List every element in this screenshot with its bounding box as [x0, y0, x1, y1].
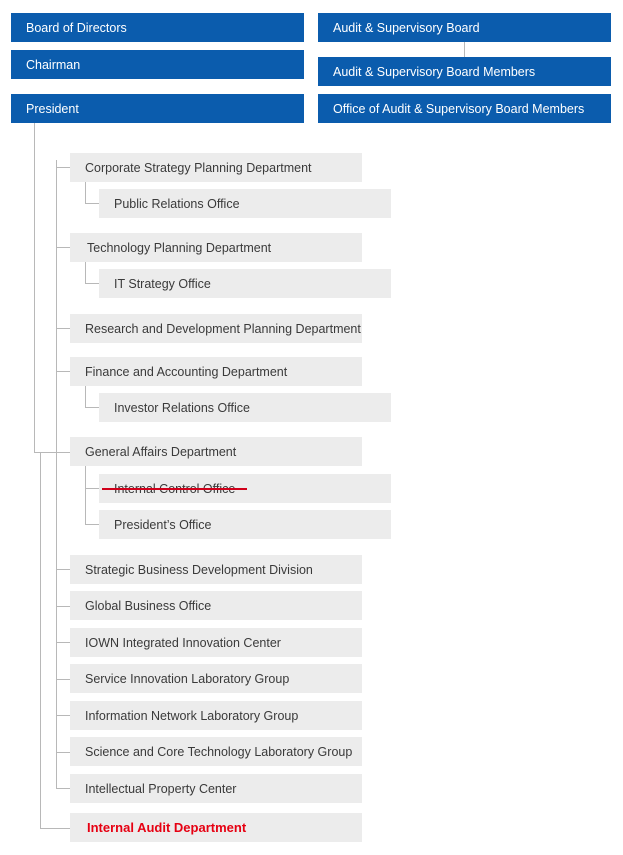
- connector-finance-accounting: [56, 371, 70, 372]
- connector-rd-planning: [56, 328, 70, 329]
- rd-planning-label: Research and Development Planning Department: [85, 321, 361, 336]
- public-relations-office-box: [99, 189, 391, 218]
- finance-accounting-box: [70, 357, 362, 386]
- sub-hline-presidents-office: [85, 524, 99, 525]
- global-business-office-box: [70, 591, 362, 620]
- investor-relations-office-box: [99, 393, 391, 422]
- connector-iown: [56, 642, 70, 643]
- connector-strategic-business: [56, 569, 70, 570]
- science-core-technology-lab-box: [70, 737, 362, 766]
- finance-accounting-label: Finance and Accounting Department: [85, 364, 288, 379]
- global-business-office-label: Global Business Office: [85, 598, 212, 613]
- office-of-audit-members-label: Office of Audit & Supervisory Board Members: [333, 101, 585, 116]
- sub-vline-investor-relations: [85, 386, 86, 408]
- strategic-business-development-box: [70, 555, 362, 584]
- presidents-office-box: [99, 510, 391, 539]
- board-of-directors-box: [11, 13, 304, 42]
- iown-innovation-center-box: [70, 628, 362, 657]
- it-strategy-office-box: [99, 269, 391, 298]
- internal-audit-department-box: [70, 813, 362, 842]
- connector-technology-planning: [56, 247, 70, 248]
- connector-information-network: [56, 715, 70, 716]
- internal-audit-department-label: Internal Audit Department: [87, 820, 247, 835]
- audit-supervisory-board-label: Audit & Supervisory Board: [333, 20, 480, 35]
- audit-board-connector: [464, 42, 465, 57]
- technology-planning-box: [70, 233, 362, 262]
- general-affairs-box: [70, 437, 362, 466]
- audit-supervisory-board-box: [318, 13, 611, 42]
- connector-general-affairs: [56, 452, 70, 453]
- president-label: President: [26, 101, 79, 116]
- strategic-business-development-label: Strategic Business Development Division: [85, 562, 313, 577]
- chairman-box: [11, 50, 304, 79]
- science-core-technology-lab-label: Science and Core Technology Laboratory Group: [85, 744, 353, 759]
- intellectual-property-center-box: [70, 774, 362, 803]
- sub-hline-investor-relations: [85, 407, 99, 408]
- internal-audit-connector: [40, 828, 70, 829]
- information-network-lab-label: Information Network Laboratory Group: [85, 708, 299, 723]
- sub-vline-general-affairs: [85, 466, 86, 525]
- intellectual-property-center-label: Intellectual Property Center: [85, 781, 237, 796]
- corporate-strategy-planning-box: [70, 153, 362, 182]
- audit-supervisory-board-members-label: Audit & Supervisory Board Members: [333, 64, 536, 79]
- public-relations-office-label: Public Relations Office: [114, 196, 240, 211]
- connector-intellectual-property: [56, 788, 70, 789]
- sub-vline-it-strategy: [85, 262, 86, 284]
- internal-control-office-box: [99, 474, 391, 503]
- trunk-to-spine-line: [34, 452, 56, 453]
- department-spine-line: [56, 160, 57, 789]
- president-trunk-line: [34, 123, 35, 453]
- it-strategy-office-label: IT Strategy Office: [114, 276, 211, 291]
- rd-planning-box: [70, 314, 362, 343]
- board-of-directors-label: Board of Directors: [26, 20, 127, 35]
- sub-hline-public-relations: [85, 203, 99, 204]
- sub-hline-internal-control: [85, 488, 99, 489]
- service-innovation-lab-label: Service Innovation Laboratory Group: [85, 671, 290, 686]
- internal-control-office-label: [114, 482, 235, 496]
- connector-science-core: [56, 752, 70, 753]
- service-innovation-lab-box: [70, 664, 362, 693]
- corporate-strategy-planning-label: Corporate Strategy Planning Department: [85, 160, 312, 175]
- chairman-label: Chairman: [26, 57, 81, 72]
- investor-relations-office-label: Investor Relations Office: [114, 400, 250, 415]
- office-of-audit-members-box: [318, 94, 611, 123]
- information-network-lab-box: [70, 701, 362, 730]
- internal-audit-branch-line: [40, 452, 41, 829]
- strikethrough-line: [102, 488, 247, 490]
- sub-hline-it-strategy: [85, 283, 99, 284]
- connector-corporate-strategy: [56, 167, 70, 168]
- presidents-office-label: President’s Office: [114, 517, 212, 532]
- audit-supervisory-board-members-box: [318, 57, 611, 86]
- general-affairs-label: General Affairs Department: [85, 444, 237, 459]
- connector-service-innovation: [56, 679, 70, 680]
- technology-planning-label: Technology Planning Department: [87, 240, 272, 255]
- sub-vline-public-relations: [85, 182, 86, 204]
- connector-global-business: [56, 606, 70, 607]
- president-box: [11, 94, 304, 123]
- iown-innovation-center-label: IOWN Integrated Innovation Center: [85, 635, 281, 650]
